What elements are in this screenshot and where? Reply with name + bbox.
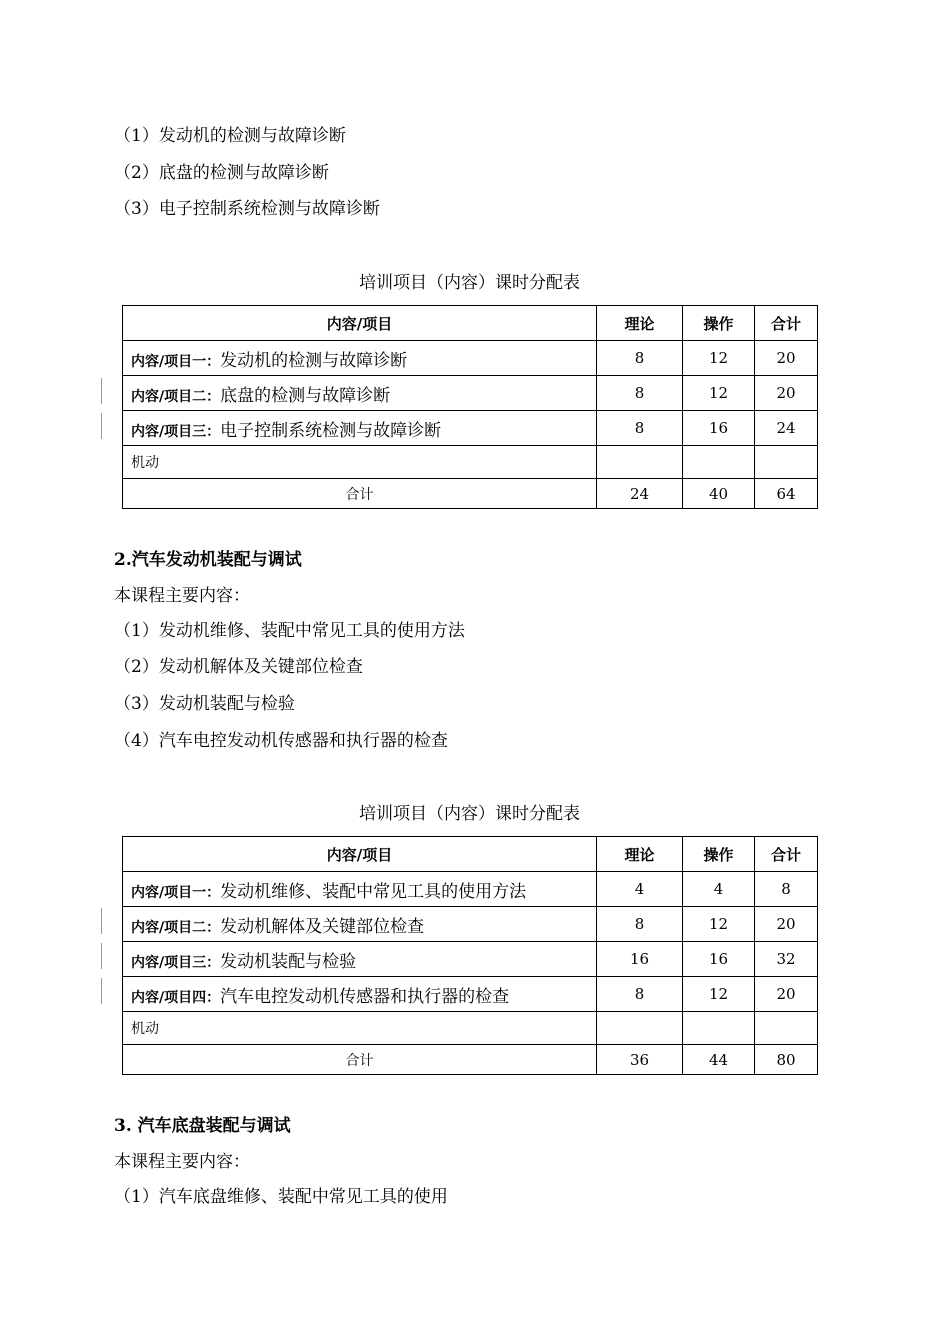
margin-marker xyxy=(101,378,102,404)
header-theory: 理论 xyxy=(597,837,683,872)
table-caption: 培训项目（内容）课时分配表 xyxy=(359,804,580,824)
row-text: 发动机解体及关键部位检查 xyxy=(220,916,425,937)
row-text: 底盘的检测与故障诊断 xyxy=(220,385,391,406)
row-item xyxy=(123,872,597,907)
empty-cell xyxy=(683,1012,755,1045)
table-row xyxy=(123,341,818,376)
section-heading: 2.汽车发动机装配与调试 xyxy=(114,550,302,570)
header-practice: 操作 xyxy=(683,837,755,872)
hours-table xyxy=(122,836,818,1075)
table-row xyxy=(123,411,818,446)
row-label: 内容/项目四： xyxy=(131,989,221,1006)
cell-theory: 4 xyxy=(597,872,683,907)
row-item xyxy=(123,977,597,1012)
section-intro: 本课程主要内容： xyxy=(114,586,250,606)
cell-theory: 8 xyxy=(597,907,683,942)
cell-total: 32 xyxy=(755,942,818,977)
row-label: 内容/项目三： xyxy=(131,423,221,440)
row-text: 发动机的检测与故障诊断 xyxy=(220,350,408,371)
list-item: （1）发动机维修、装配中常见工具的使用方法 xyxy=(114,621,465,641)
cell-theory: 8 xyxy=(597,411,683,446)
table-row xyxy=(123,907,818,942)
row-item xyxy=(123,341,597,376)
row-text: 发动机装配与检验 xyxy=(220,951,357,972)
row-label: 内容/项目一： xyxy=(131,353,221,370)
table-row-flex xyxy=(123,1012,818,1045)
empty-cell xyxy=(755,1012,818,1045)
table-row xyxy=(123,376,818,411)
cell-practice: 16 xyxy=(683,411,755,446)
cell-theory: 8 xyxy=(597,977,683,1012)
table-row-sum xyxy=(123,1045,818,1075)
table-row-flex xyxy=(123,446,818,479)
empty-cell xyxy=(597,1012,683,1045)
sum-label: 合计 xyxy=(123,1045,597,1075)
row-item xyxy=(123,942,597,977)
row-item xyxy=(123,376,597,411)
section-heading: 3. 汽车底盘装配与调试 xyxy=(114,1116,291,1136)
sum-practice: 40 xyxy=(683,479,755,509)
section-intro: 本课程主要内容： xyxy=(114,1152,250,1172)
table-row xyxy=(123,942,818,977)
row-item xyxy=(123,907,597,942)
header-content: 内容/项目 xyxy=(123,837,597,872)
list-item: （1）发动机的检测与故障诊断 xyxy=(114,126,346,146)
header-practice: 操作 xyxy=(683,306,755,341)
cell-total: 8 xyxy=(755,872,818,907)
cell-theory: 16 xyxy=(597,942,683,977)
cell-practice: 4 xyxy=(683,872,755,907)
row-label: 内容/项目一： xyxy=(131,884,221,901)
row-label: 内容/项目三： xyxy=(131,954,221,971)
cell-practice: 12 xyxy=(683,977,755,1012)
sum-total: 80 xyxy=(755,1045,818,1075)
cell-total: 24 xyxy=(755,411,818,446)
table-header-row xyxy=(123,837,818,872)
cell-total: 20 xyxy=(755,977,818,1012)
margin-marker xyxy=(101,978,102,1004)
table-row xyxy=(123,977,818,1012)
flex-label: 机动 xyxy=(123,446,597,479)
cell-practice: 12 xyxy=(683,907,755,942)
list-item: （4）汽车电控发动机传感器和执行器的检查 xyxy=(114,731,448,751)
row-text: 汽车电控发动机传感器和执行器的检查 xyxy=(220,986,510,1007)
empty-cell xyxy=(755,446,818,479)
cell-practice: 16 xyxy=(683,942,755,977)
row-text: 发动机维修、装配中常见工具的使用方法 xyxy=(220,881,527,902)
cell-theory: 8 xyxy=(597,376,683,411)
table-row-sum xyxy=(123,479,818,509)
list-item: （2）底盘的检测与故障诊断 xyxy=(114,163,329,183)
hours-table xyxy=(122,305,818,509)
row-text: 电子控制系统检测与故障诊断 xyxy=(220,420,442,441)
list-item: （3）发动机装配与检验 xyxy=(114,694,295,714)
margin-marker xyxy=(101,413,102,439)
cell-theory: 8 xyxy=(597,341,683,376)
table-header-row xyxy=(123,306,818,341)
margin-marker xyxy=(101,943,102,969)
header-content: 内容/项目 xyxy=(123,306,597,341)
cell-total: 20 xyxy=(755,907,818,942)
list-item: （1）汽车底盘维修、装配中常见工具的使用 xyxy=(114,1187,448,1207)
cell-practice: 12 xyxy=(683,376,755,411)
list-item: （3）电子控制系统检测与故障诊断 xyxy=(114,199,380,219)
row-label: 内容/项目二： xyxy=(131,919,221,936)
table-caption: 培训项目（内容）课时分配表 xyxy=(359,273,580,293)
sum-practice: 44 xyxy=(683,1045,755,1075)
sum-total: 64 xyxy=(755,479,818,509)
cell-total: 20 xyxy=(755,376,818,411)
sum-theory: 24 xyxy=(597,479,683,509)
row-label: 内容/项目二： xyxy=(131,388,221,405)
list-item: （2）发动机解体及关键部位检查 xyxy=(114,657,363,677)
header-theory: 理论 xyxy=(597,306,683,341)
row-item xyxy=(123,411,597,446)
sum-theory: 36 xyxy=(597,1045,683,1075)
table-row xyxy=(123,872,818,907)
header-total: 合计 xyxy=(755,837,818,872)
sum-label: 合计 xyxy=(123,479,597,509)
flex-label: 机动 xyxy=(123,1012,597,1045)
cell-practice: 12 xyxy=(683,341,755,376)
header-total: 合计 xyxy=(755,306,818,341)
margin-marker xyxy=(101,908,102,934)
empty-cell xyxy=(683,446,755,479)
cell-total: 20 xyxy=(755,341,818,376)
empty-cell xyxy=(597,446,683,479)
